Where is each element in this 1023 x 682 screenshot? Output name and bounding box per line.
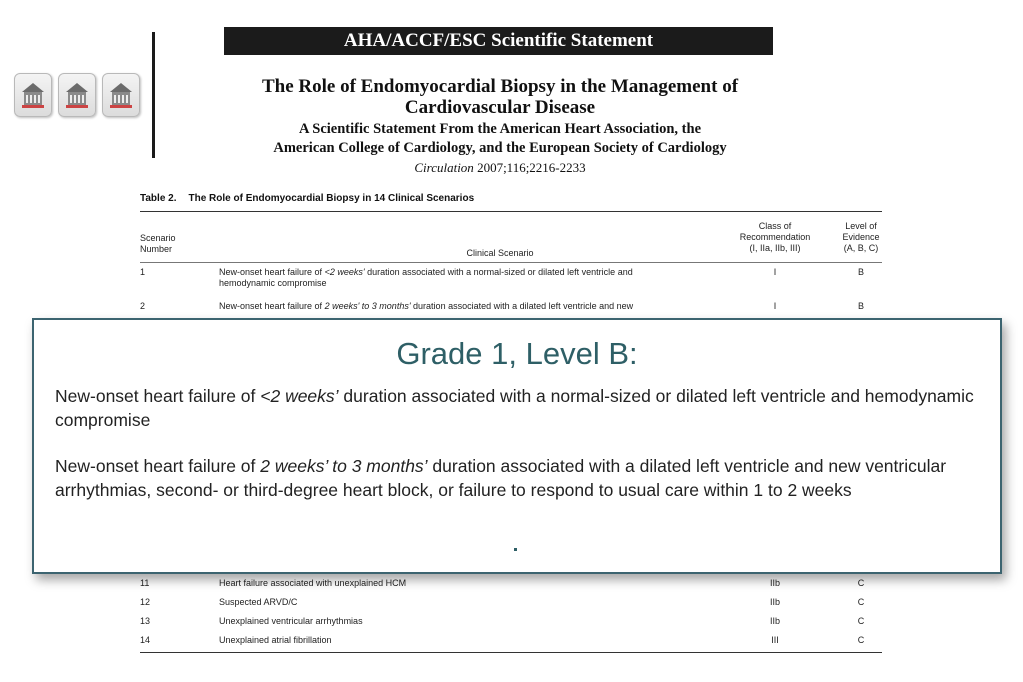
statement-banner: AHA/ACCF/ESC Scientific Statement — [224, 27, 773, 55]
paper-subtitle — [190, 120, 810, 158]
citation-journal: Circulation — [414, 160, 474, 175]
row-2-text-pre: New-onset heart failure of — [219, 301, 325, 311]
table-row-14-scenario: Unexplained atrial fibrillation — [219, 635, 332, 645]
table-top-rule — [140, 211, 882, 212]
callout-p1-post: duration associated with a normal-sized or dilated left ventricle and hemodynamic compromise — [55, 386, 974, 430]
table-row-11-number: 11 — [140, 578, 150, 588]
header-clinical: Clinical Scenario — [466, 248, 534, 258]
table-row-14-class: III — [771, 635, 779, 645]
header-level-line2: Evidence — [842, 232, 880, 242]
citation-ref: 2007;116;2216-2233 — [473, 160, 586, 175]
row-1-text-pre: New-onset heart failure of — [219, 267, 325, 277]
callout-box — [32, 318, 1002, 574]
paper-title — [190, 76, 810, 118]
callout-paragraph-1 — [55, 384, 981, 432]
header-level-line3: (A, B, C) — [843, 243, 879, 253]
row-2-text-post: duration associated with a dilated left ventricle and new — [410, 301, 634, 311]
table-row-2-number: 2 — [140, 301, 146, 311]
header-class — [725, 221, 825, 254]
decorative-dot — [514, 548, 517, 551]
table-header-rule — [140, 262, 882, 263]
table-row-11-scenario: Heart failure associated with unexplained HCM — [219, 578, 407, 588]
header-level — [826, 221, 896, 254]
building-logo-icon — [102, 73, 140, 117]
logo-group — [14, 73, 140, 117]
header-class-line2: Recommendation — [739, 232, 811, 242]
paper-title-text: The Role of Endomyocardial Biopsy in the Management of Cardiovascular Disease — [261, 76, 739, 118]
table-row-13-level: C — [857, 616, 865, 626]
table-row-1-number: 1 — [140, 267, 146, 277]
table-number: Table 2. — [140, 193, 177, 204]
table-row-13-scenario: Unexplained ventricular arrhythmias — [219, 616, 363, 626]
table-row-14-level: C — [857, 635, 865, 645]
citation — [190, 160, 810, 176]
row-1-text-post: duration associated with a normal-sized or dilated left ventricle and — [364, 267, 633, 277]
table-row-12-level: C — [857, 597, 865, 607]
table-row-14-number: 14 — [140, 635, 151, 645]
table-row-12-class: IIb — [769, 597, 780, 607]
table-row-2-scenario — [219, 301, 719, 312]
header-scenario-line1: Scenario — [140, 233, 176, 243]
table-row-12-scenario: Suspected ARVD/C — [219, 597, 298, 607]
callout-p1-pre: New-onset heart failure of — [55, 386, 261, 406]
header-scenario — [140, 233, 176, 255]
header-scenario-line2: Number — [140, 244, 173, 254]
subtitle-line-2: American College of Cardiology, and the European Society of Cardiology — [273, 140, 727, 156]
table-row-2-class: I — [773, 301, 777, 311]
table-row-2-level: B — [857, 301, 864, 311]
table-bottom-rule — [140, 652, 882, 653]
row-1-text-em: <2 weeks' — [324, 267, 365, 277]
table-row-11-class: IIb — [769, 578, 780, 588]
row-2-text-em: 2 weeks' to 3 months' — [324, 301, 411, 311]
callout-p2-post: duration associated with a dilated left ventricle and new ventricular arrhythmias, second- or third-degree heart block, or failure to respond to usual care within 1 to 2 weeks — [55, 456, 947, 500]
table-row-11-level: C — [857, 578, 865, 588]
table-row-1-level: B — [857, 267, 864, 277]
table-row-12-number: 12 — [140, 597, 151, 607]
header-level-line1: Level of — [845, 221, 877, 231]
table-row-13-class: IIb — [769, 616, 780, 626]
table-row-1-scenario — [219, 267, 719, 289]
callout-title: Grade 1, Level B: — [396, 336, 638, 371]
header-class-line1: Class of — [758, 221, 792, 231]
building-logo-icon — [58, 73, 96, 117]
subtitle-line-1: A Scientific Statement From the American Heart Association, the — [298, 121, 702, 137]
vertical-divider — [152, 32, 155, 158]
callout-paragraph-2 — [55, 454, 981, 502]
callout-p2-pre: New-onset heart failure of — [55, 456, 261, 476]
building-logo-icon — [14, 73, 52, 117]
table-row-13-number: 13 — [140, 616, 151, 626]
callout-p2-em: 2 weeks’ to 3 months’ — [260, 456, 428, 476]
table-caption-text: The Role of Endomyocardial Biopsy in 14 Clinical Scenarios — [188, 193, 475, 204]
header-class-line3: (I, IIa, IIb, III) — [749, 243, 801, 253]
table-caption — [140, 193, 474, 204]
callout-p1-em: <2 weeks’ — [260, 386, 339, 406]
row-1-text-line2: hemodynamic compromise — [219, 278, 327, 288]
table-row-1-class: I — [773, 267, 777, 277]
